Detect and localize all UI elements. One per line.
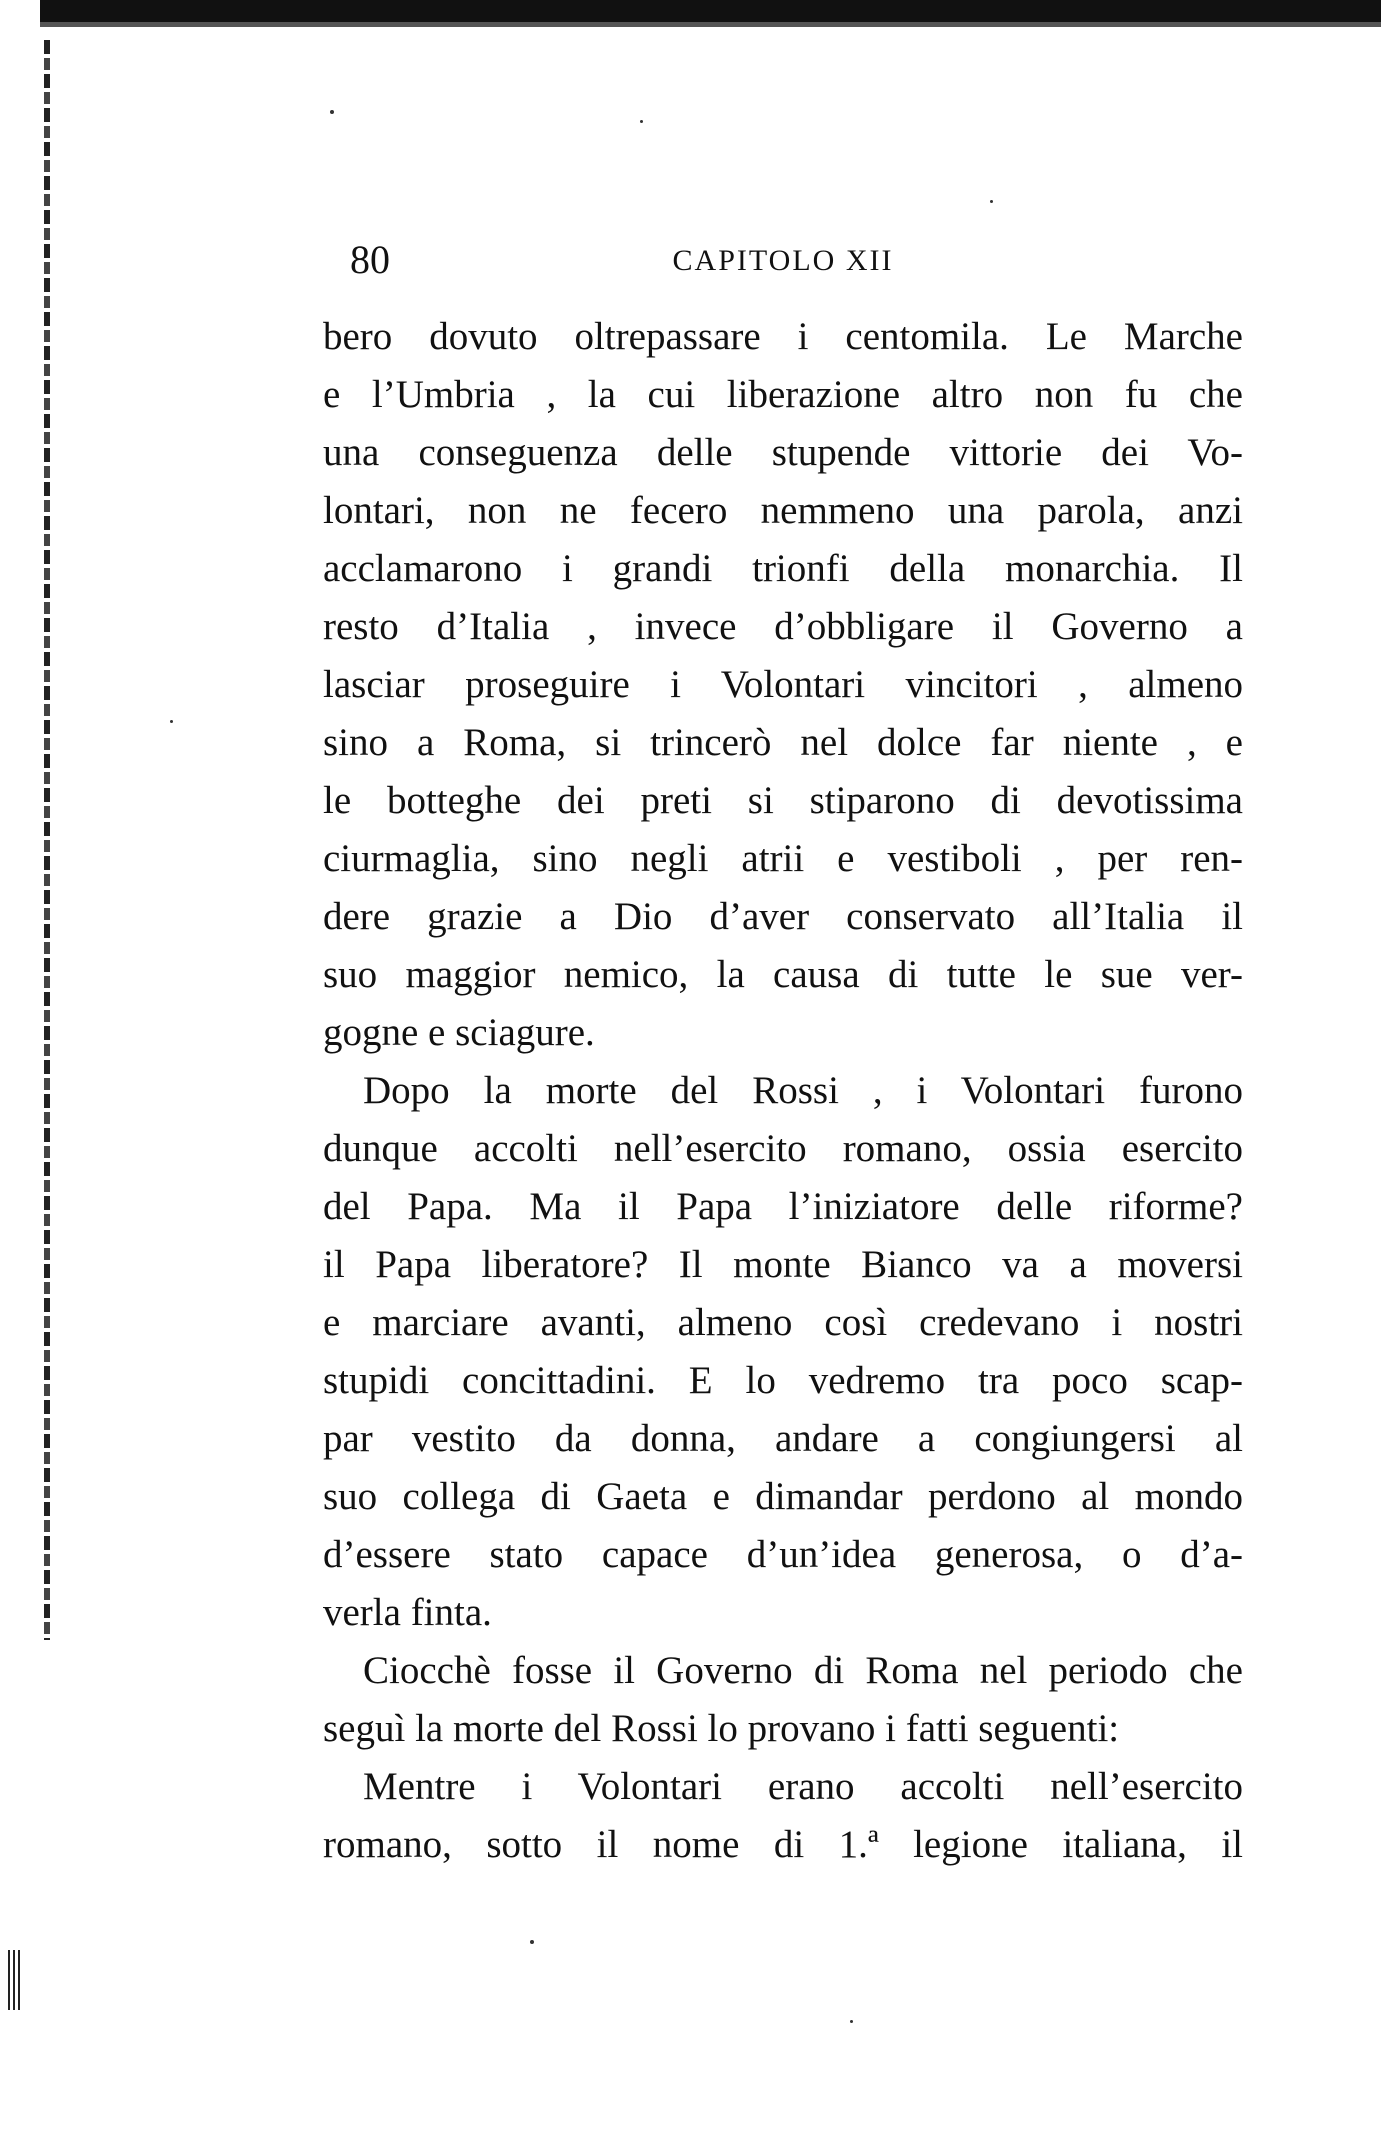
paragraph-end-line: gogne e sciagure.: [323, 1011, 595, 1054]
text-line: romano, sotto il nome di 1.ª legione italiana, il: [323, 1823, 1243, 1866]
scan-speck: [330, 110, 334, 114]
paragraph-end-line: verla finta.: [323, 1591, 492, 1634]
page-number: 80: [350, 237, 390, 282]
text-line: lontari, non ne fecero nemmeno una parola, anzi: [323, 489, 1243, 532]
text-line: d’essere stato capace d’un’idea generosa, o d’a-: [323, 1533, 1243, 1576]
text-line: sino a Roma, si trincerò nel dolce far niente , e: [323, 721, 1243, 764]
body-text: [323, 308, 1243, 1874]
text-line: resto d’Italia , invece d’obbligare il Governo a: [323, 605, 1243, 648]
text-line: le botteghe dei preti si stiparono di devotissima: [323, 779, 1243, 822]
text-line: il Papa liberatore? Il monte Bianco va a moversi: [323, 1243, 1243, 1286]
paragraph-start-line: Dopo la morte del Rossi , i Volontari furono: [363, 1069, 1243, 1112]
text-line: lasciar proseguire i Volontari vincitori , almeno: [323, 663, 1243, 706]
text-line: e marciare avanti, almeno così credevano i nostri: [323, 1301, 1243, 1344]
text-line: acclamarono i grandi trionfi della monarchia. Il: [323, 547, 1243, 590]
paragraph-end-line: seguì la morte del Rossi lo provano i fatti seguenti:: [323, 1707, 1120, 1750]
text-line: stupidi concittadini. E lo vedremo tra poco scap-: [323, 1359, 1243, 1402]
text-line: suo maggior nemico, la causa di tutte le sue ver-: [323, 953, 1243, 996]
scan-speck: [530, 1940, 534, 1944]
scan-top-border: [40, 0, 1381, 22]
chapter-title: CAPITOLO XII: [672, 244, 894, 277]
text-line: una conseguenza delle stupende vittorie dei Vo-: [323, 431, 1243, 474]
text-line: bero dovuto oltrepassare i centomila. Le Marche: [323, 315, 1243, 358]
paragraph-start-line: Ciocchè fosse il Governo di Roma nel periodo che: [363, 1649, 1243, 1692]
scan-speck: [990, 200, 993, 203]
text-line: dere grazie a Dio d’aver conservato all’Italia il: [323, 895, 1243, 938]
scan-left-binding-edge: [44, 40, 50, 1640]
text-line: del Papa. Ma il Papa l’iniziatore delle riforme?: [323, 1185, 1243, 1228]
scan-binding-mark: [8, 1950, 22, 2010]
scan-speck: [170, 720, 173, 723]
scan-top-border-shadow: [40, 22, 1381, 27]
scan-speck: [640, 120, 643, 123]
running-header: [323, 236, 1243, 286]
paragraph-start-line: Mentre i Volontari erano accolti nell’esercito: [363, 1765, 1243, 1808]
text-line: par vestito da donna, andare a congiungersi al: [323, 1417, 1243, 1460]
text-line: dunque accolti nell’esercito romano, ossia esercito: [323, 1127, 1243, 1170]
text-line: e l’Umbria , la cui liberazione altro non fu che: [323, 373, 1243, 416]
text-line: ciurmaglia, sino negli atrii e vestiboli , per ren-: [323, 837, 1243, 880]
text-line: suo collega di Gaeta e dimandar perdono al mondo: [323, 1475, 1243, 1518]
scan-speck: [850, 2020, 853, 2023]
